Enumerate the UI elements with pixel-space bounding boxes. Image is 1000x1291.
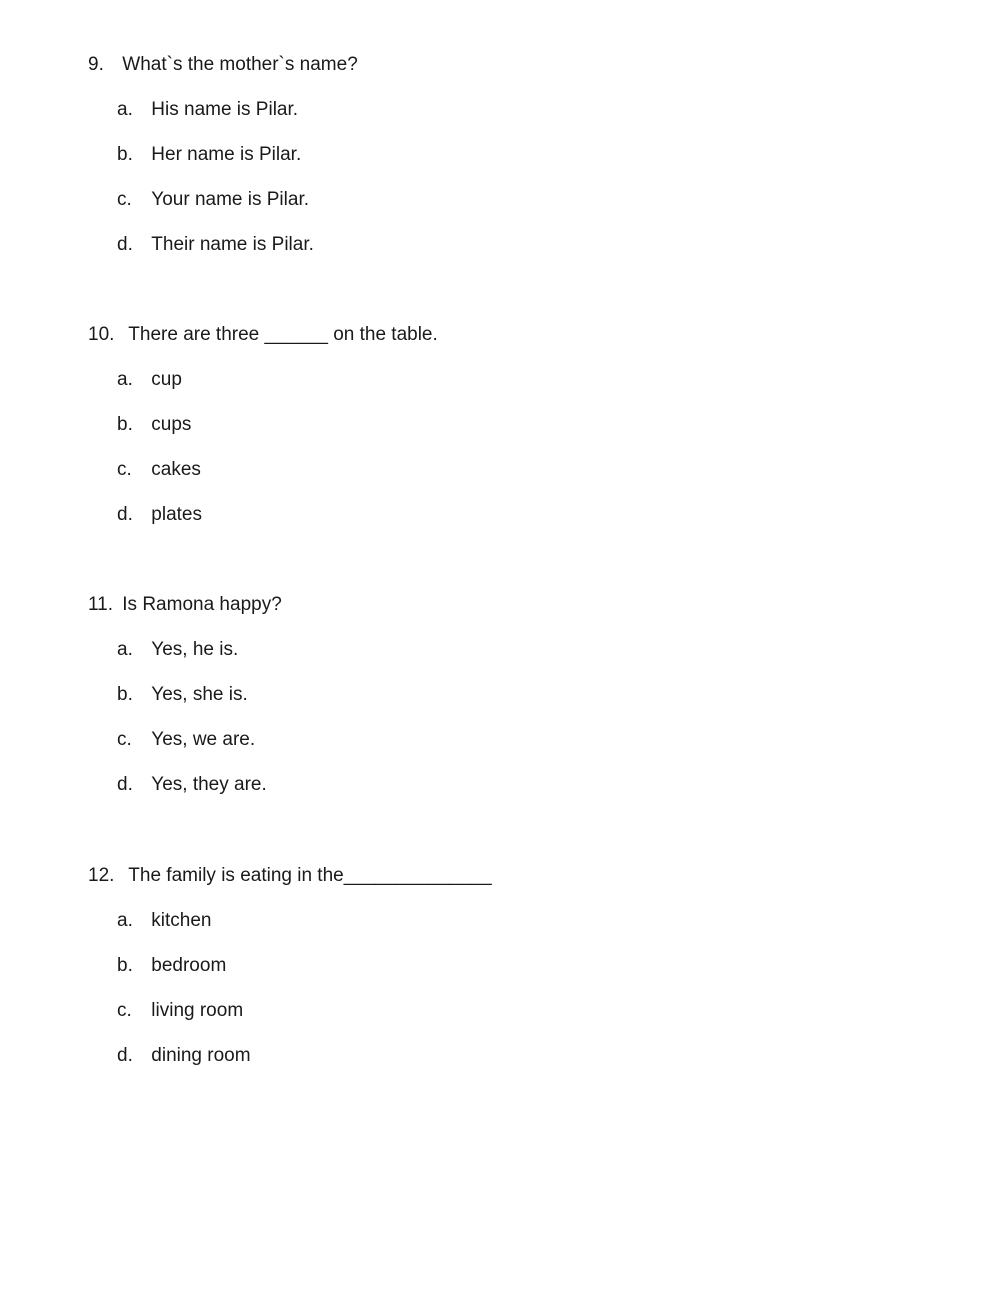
option-text: His name is Pilar. <box>151 99 299 120</box>
option-letter: c. <box>117 729 132 750</box>
question-stem <box>88 864 948 888</box>
answer-option-a[interactable] <box>117 909 948 933</box>
answer-option-c[interactable] <box>117 728 948 752</box>
option-letter: d. <box>117 1045 133 1066</box>
option-letter: a. <box>117 910 133 931</box>
question-text: There are three ______ on the table. <box>128 324 438 345</box>
answer-option-b[interactable] <box>117 954 948 978</box>
option-text: plates <box>151 504 202 525</box>
answer-option-d[interactable] <box>117 233 948 257</box>
option-text: Yes, they are. <box>151 774 267 795</box>
question-11 <box>88 593 948 797</box>
question-12 <box>88 864 948 1068</box>
question-stem <box>88 593 948 617</box>
question-10 <box>88 323 948 527</box>
option-letter: d. <box>117 504 133 525</box>
option-letter: c. <box>117 459 132 480</box>
question-text: The family is eating in the______________ <box>128 865 492 886</box>
answer-option-b[interactable] <box>117 683 948 707</box>
question-number: 10. <box>88 324 115 345</box>
option-letter: d. <box>117 234 133 255</box>
answer-option-d[interactable] <box>117 773 948 797</box>
answer-options <box>88 368 948 527</box>
option-text: Her name is Pilar. <box>151 144 302 165</box>
answer-option-c[interactable] <box>117 999 948 1023</box>
option-text: Yes, he is. <box>151 639 239 660</box>
option-letter: b. <box>117 144 133 165</box>
option-text: cup <box>151 369 182 390</box>
question-9 <box>88 53 948 257</box>
option-text: kitchen <box>151 910 212 931</box>
option-text: Their name is Pilar. <box>151 234 314 255</box>
question-stem <box>88 323 948 347</box>
option-letter: c. <box>117 189 132 210</box>
option-text: living room <box>151 1000 244 1021</box>
option-text: bedroom <box>151 955 227 976</box>
answer-option-c[interactable] <box>117 188 948 212</box>
option-text: Yes, she is. <box>151 684 248 705</box>
answer-options <box>88 98 948 257</box>
answer-options <box>88 909 948 1068</box>
answer-option-a[interactable] <box>117 98 948 122</box>
option-letter: a. <box>117 639 133 660</box>
option-text: cups <box>151 414 192 435</box>
option-text: Your name is Pilar. <box>151 189 309 210</box>
answer-options <box>88 638 948 797</box>
option-letter: b. <box>117 414 133 435</box>
option-text: dining room <box>151 1045 251 1066</box>
question-number: 12. <box>88 865 115 886</box>
answer-option-c[interactable] <box>117 458 948 482</box>
answer-option-b[interactable] <box>117 413 948 437</box>
question-number: 9. <box>88 54 104 75</box>
option-letter: a. <box>117 369 133 390</box>
option-letter: a. <box>117 99 133 120</box>
question-number: 11. <box>88 594 114 615</box>
option-letter: d. <box>117 774 133 795</box>
answer-option-a[interactable] <box>117 368 948 392</box>
option-letter: b. <box>117 684 133 705</box>
option-letter: c. <box>117 1000 132 1021</box>
answer-option-b[interactable] <box>117 143 948 167</box>
answer-option-d[interactable] <box>117 1044 948 1068</box>
option-text: cakes <box>151 459 201 480</box>
answer-option-d[interactable] <box>117 503 948 527</box>
option-letter: b. <box>117 955 133 976</box>
question-text: What`s the mother`s name? <box>122 54 358 75</box>
question-stem <box>88 53 948 77</box>
answer-option-a[interactable] <box>117 638 948 662</box>
option-text: Yes, we are. <box>151 729 256 750</box>
question-text: Is Ramona happy? <box>122 594 282 615</box>
